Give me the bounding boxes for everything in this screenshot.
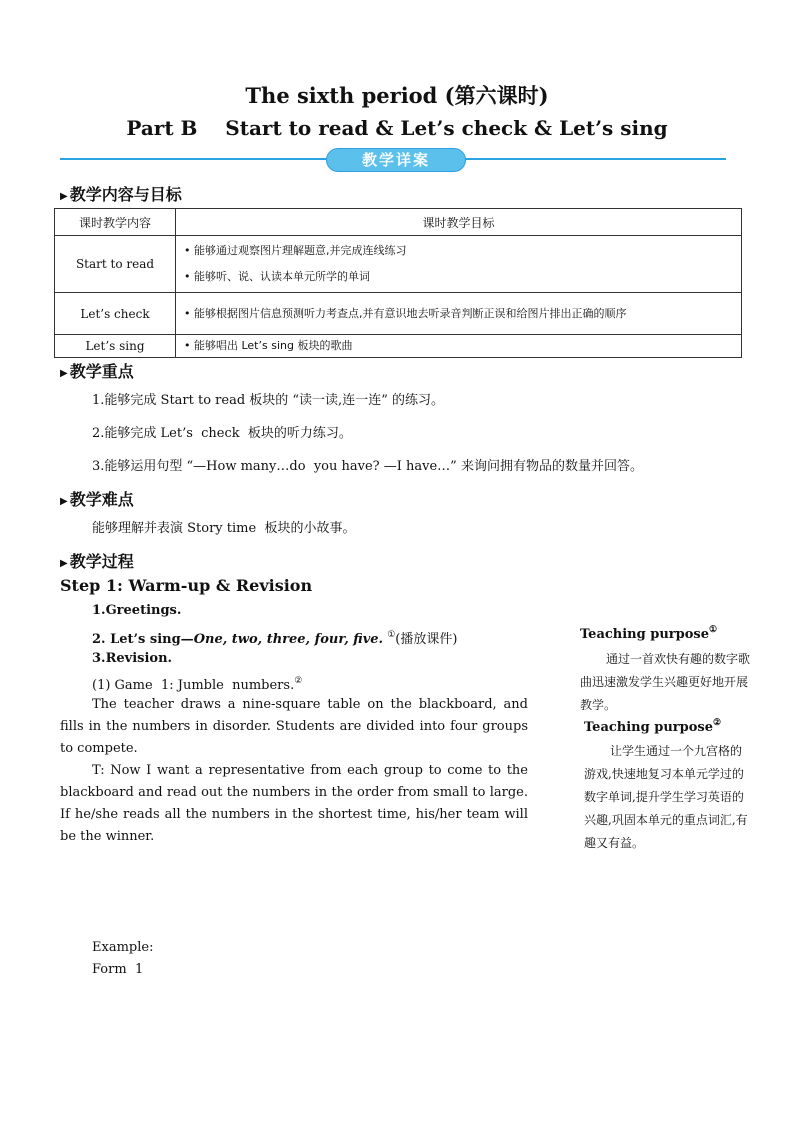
table-header-row bbox=[55, 209, 742, 236]
purpose-title-text: Teaching purpose bbox=[584, 720, 713, 735]
sing-prefix: 2. Let’s sing— bbox=[92, 632, 194, 647]
goals-table bbox=[54, 208, 742, 358]
table-cell-item: Let’s check bbox=[55, 293, 176, 335]
key-point: 2.能够完成 Let’s check 板块的听力练习。 bbox=[92, 426, 352, 441]
teaching-purpose-title bbox=[580, 625, 717, 642]
goal-text: • 能够根据图片信息预测听力考查点,并有意识地去听录音判断正误和给图片排出正确的顺序 bbox=[184, 307, 627, 320]
sing-song-title: One, two, three, four, five. bbox=[193, 632, 384, 647]
table-cell-goals bbox=[176, 335, 742, 358]
sing-suffix: (播放课件) bbox=[395, 632, 458, 647]
teaching-purpose-text: 通过一首欢快有趣的数字歌曲迅速激发学生兴趣更好地开展教学。 bbox=[580, 652, 751, 712]
section-heading-text: 教学重点 bbox=[69, 362, 134, 381]
step-item-revision: 3.Revision. bbox=[92, 651, 173, 666]
goal-text: • 能够通过观察图片理解题意,并完成连线练习 bbox=[184, 244, 407, 257]
purpose-title-text: Teaching purpose bbox=[580, 627, 709, 642]
step-heading: Step 1: Warm-up & Revision bbox=[60, 576, 313, 595]
table-cell-goals bbox=[176, 236, 742, 293]
banner-label: 教学详案 bbox=[361, 151, 430, 169]
step-item-greetings: 1.Greetings. bbox=[92, 603, 182, 618]
footnote-mark: ① bbox=[709, 625, 718, 635]
goal-text: • 能够唱出 Let’s sing 板块的歌曲 bbox=[184, 339, 353, 352]
table-row bbox=[55, 236, 742, 293]
triangle-icon: ▶ bbox=[60, 368, 68, 379]
table-row bbox=[55, 293, 742, 335]
footnote-mark: ② bbox=[713, 718, 722, 728]
table-cell-goals bbox=[176, 293, 742, 335]
triangle-icon: ▶ bbox=[60, 496, 68, 507]
goal-text: • 能够听、说、认读本单元所学的单词 bbox=[184, 270, 370, 283]
paragraph: The teacher draws a nine-square table on the blackboard, and fills in the numbers in disorder. Students are divided into four groups to compete. bbox=[60, 697, 528, 756]
game-text: (1) Game 1: Jumble numbers. bbox=[92, 678, 295, 693]
section-heading-key bbox=[60, 359, 134, 382]
footnote-mark: ② bbox=[294, 676, 303, 686]
form-label: Form 1 bbox=[92, 962, 144, 977]
section-heading-difficult bbox=[60, 487, 134, 510]
table-row bbox=[55, 335, 742, 358]
triangle-icon: ▶ bbox=[60, 191, 68, 202]
table-cell-item: Start to read bbox=[55, 236, 176, 293]
step-item-game bbox=[92, 670, 302, 697]
section-banner bbox=[326, 148, 466, 172]
page-title: The sixth period (第六课时) bbox=[245, 83, 549, 108]
section-heading-text: 教学难点 bbox=[69, 490, 134, 509]
step-item-sing bbox=[92, 624, 457, 651]
footnote-mark: ① bbox=[387, 630, 396, 640]
difficult-point: 能够理解并表演 Story time 板块的小故事。 bbox=[92, 521, 356, 536]
key-point: 1.能够完成 Start to read 板块的 “读一读,连一连” 的练习。 bbox=[92, 393, 444, 408]
key-point: 3.能够运用句型 “—How many…do you have? —I have…” 来询问拥有物品的数量并回答。 bbox=[92, 459, 643, 474]
section-heading-process bbox=[60, 549, 134, 572]
triangle-icon: ▶ bbox=[60, 558, 68, 569]
table-header-cell: 课时教学目标 bbox=[176, 209, 742, 236]
section-heading-text: 教学过程 bbox=[69, 552, 134, 571]
paragraph: T: Now I want a representative from each group to come to the blackboard and read out the numbers in the order from small to large. If he/she reads all the numbers in the shortest time, his/her team will be the winner. bbox=[60, 763, 528, 844]
section-heading-content bbox=[60, 182, 182, 205]
teaching-purpose-title bbox=[584, 718, 721, 735]
page-subtitle: Part B Start to read & Let’s check & Let’s sing bbox=[126, 116, 668, 140]
teaching-purpose-text: 让学生通过一个九宫格的游戏,快速地复习本单元学过的数字单词,提升学生学习英语的兴趣,巩固本单元的重点词汇,有趣又有益。 bbox=[584, 744, 748, 850]
table-cell-item: Let’s sing bbox=[55, 335, 176, 358]
section-heading-text: 教学内容与目标 bbox=[69, 185, 182, 204]
table-header-cell: 课时教学内容 bbox=[55, 209, 176, 236]
example-label: Example: bbox=[92, 940, 154, 955]
